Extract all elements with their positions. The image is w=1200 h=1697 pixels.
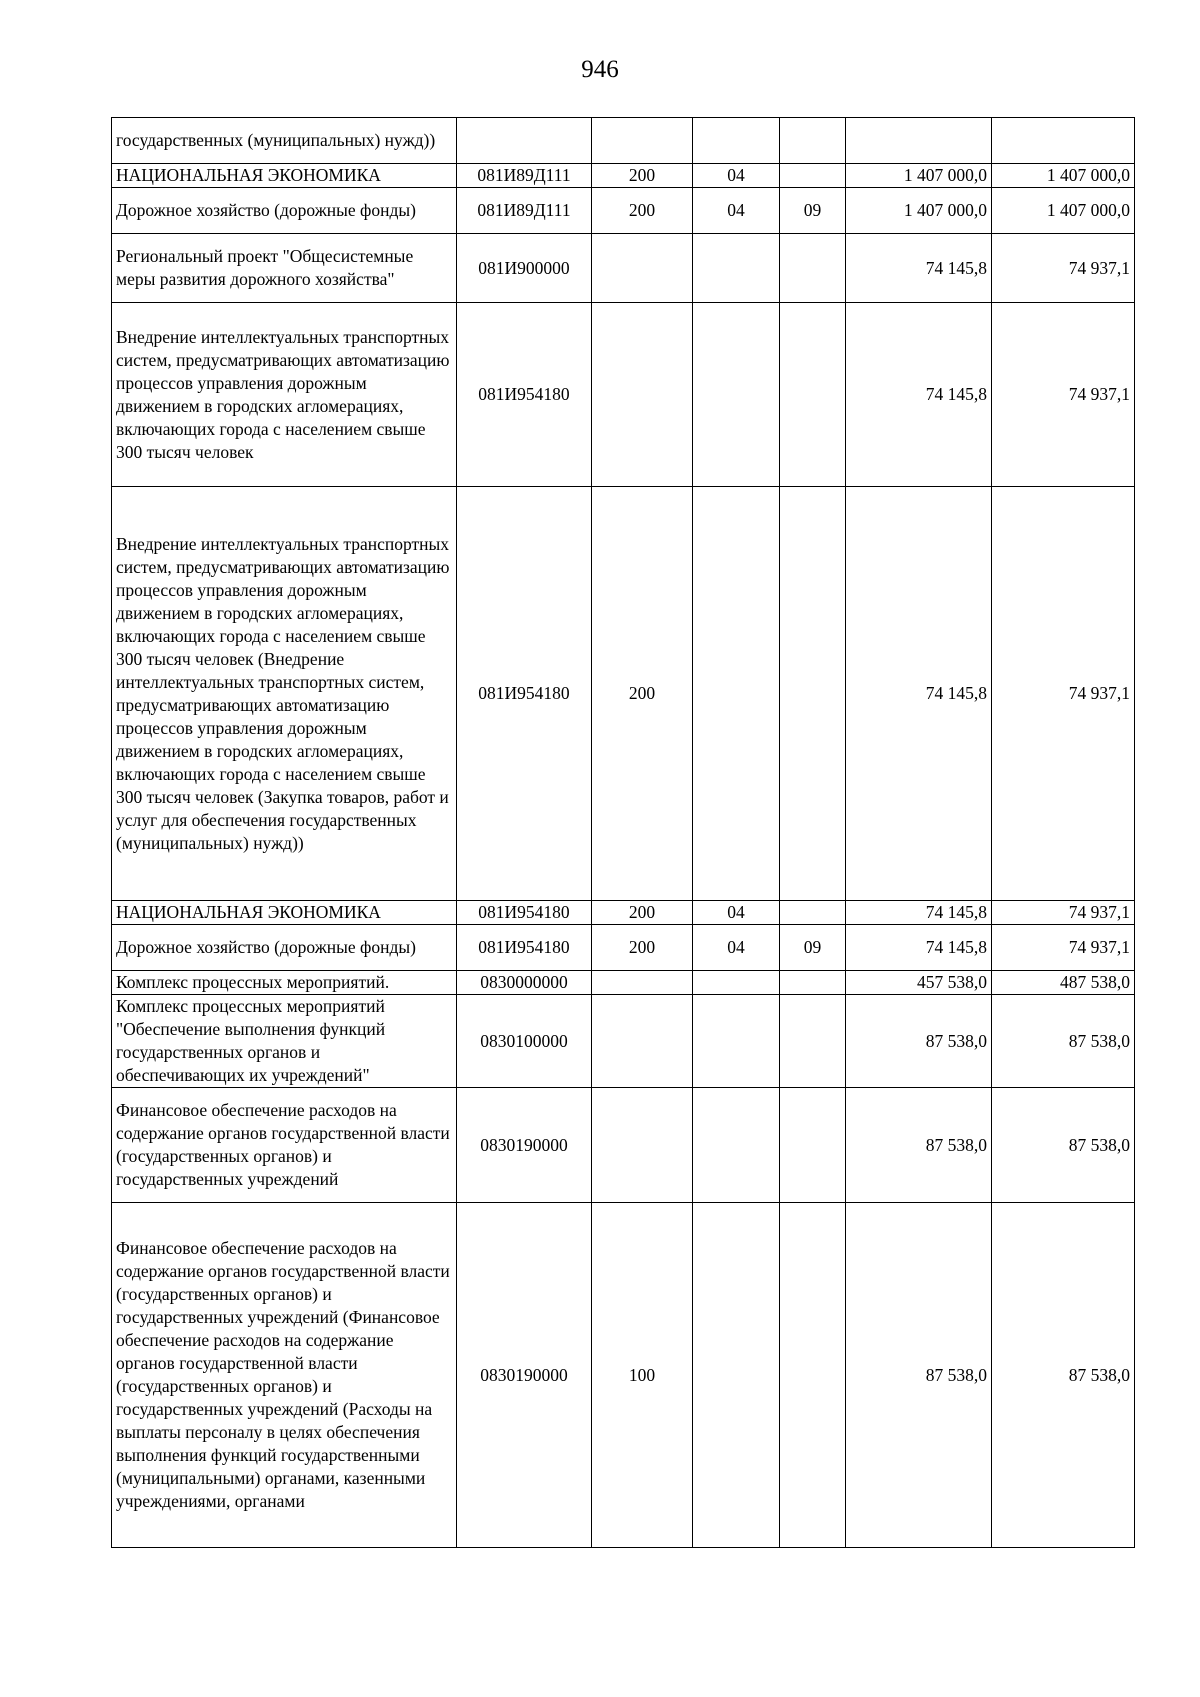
row-pr — [780, 118, 846, 164]
row-code: 0830000000 — [457, 971, 592, 995]
row-pr: 09 — [780, 925, 846, 971]
budget-table — [111, 117, 1135, 1548]
row-code: 081И89Д111 — [457, 188, 592, 234]
row-vr — [592, 303, 693, 487]
row-code: 0830100000 — [457, 995, 592, 1088]
row-pr — [780, 487, 846, 901]
row-rz: 04 — [693, 188, 780, 234]
row-vr: 200 — [592, 925, 693, 971]
row-vr — [592, 995, 693, 1088]
row-name: государственных (муниципальных) нужд)) — [112, 118, 457, 164]
row-sum2: 1 407 000,0 — [992, 188, 1135, 234]
row-vr: 200 — [592, 188, 693, 234]
row-code: 081И954180 — [457, 303, 592, 487]
row-code: 081И954180 — [457, 487, 592, 901]
row-name: Комплекс процессных мероприятий. — [112, 971, 457, 995]
row-code: 081И900000 — [457, 234, 592, 303]
row-sum2: 74 937,1 — [992, 234, 1135, 303]
row-pr — [780, 164, 846, 188]
row-sum2: 87 538,0 — [992, 1088, 1135, 1203]
row-pr — [780, 303, 846, 487]
row-rz: 04 — [693, 901, 780, 925]
row-sum2: 87 538,0 — [992, 1203, 1135, 1548]
row-sum2: 87 538,0 — [992, 995, 1135, 1088]
row-sum2 — [992, 118, 1135, 164]
row-sum2: 74 937,1 — [992, 925, 1135, 971]
row-code — [457, 118, 592, 164]
row-name: НАЦИОНАЛЬНАЯ ЭКОНОМИКА — [112, 901, 457, 925]
row-code: 081И954180 — [457, 925, 592, 971]
row-pr — [780, 1203, 846, 1548]
row-sum2: 1 407 000,0 — [992, 164, 1135, 188]
row-name: Финансовое обеспечение расходов на содержание органов государственной власти (государственных органов) и государственных учреждений — [112, 1088, 457, 1203]
row-sum1: 87 538,0 — [846, 995, 992, 1088]
row-name: Комплекс процессных мероприятий "Обеспечение выполнения функций государственных органов и обеспечивающих их учреждений" — [112, 995, 457, 1088]
row-rz: 04 — [693, 925, 780, 971]
row-sum1: 74 145,8 — [846, 303, 992, 487]
row-sum1: 87 538,0 — [846, 1088, 992, 1203]
table-row — [112, 925, 1135, 971]
row-sum2: 487 538,0 — [992, 971, 1135, 995]
table-row — [112, 164, 1135, 188]
row-vr: 200 — [592, 164, 693, 188]
row-code: 081И954180 — [457, 901, 592, 925]
row-name: Дорожное хозяйство (дорожные фонды) — [112, 925, 457, 971]
row-vr — [592, 118, 693, 164]
row-name: Внедрение интеллектуальных транспортных систем, предусматривающих автоматизацию процессов управления дорожным движением в городских агломерациях, включающих города с населением свыше 300 тысяч человек (Внедрение интеллектуальных транспортных систем, предусматривающих автоматизацию процессов управления дорожным движением в городских агломерациях, включающих города с населением свыше 300 тысяч человек (Закупка товаров, работ и услуг для обеспечения государственных (муниципальных) нужд)) — [112, 487, 457, 901]
row-sum1: 1 407 000,0 — [846, 164, 992, 188]
row-vr: 200 — [592, 487, 693, 901]
row-code: 0830190000 — [457, 1203, 592, 1548]
row-pr: 09 — [780, 188, 846, 234]
row-sum2: 74 937,1 — [992, 303, 1135, 487]
row-sum1: 87 538,0 — [846, 1203, 992, 1548]
row-pr — [780, 234, 846, 303]
row-rz — [693, 234, 780, 303]
table-row — [112, 487, 1135, 901]
row-name: Внедрение интеллектуальных транспортных систем, предусматривающих автоматизацию процессов управления дорожным движением в городских агломерациях, включающих города с населением свыше 300 тысяч человек — [112, 303, 457, 487]
row-pr — [780, 901, 846, 925]
row-vr — [592, 1088, 693, 1203]
table-row — [112, 971, 1135, 995]
table-row — [112, 901, 1135, 925]
row-rz — [693, 487, 780, 901]
row-pr — [780, 1088, 846, 1203]
row-rz — [693, 1088, 780, 1203]
page-number: 946 — [581, 56, 619, 83]
table-row — [112, 188, 1135, 234]
row-vr — [592, 971, 693, 995]
row-name: Региональный проект "Общесистемные меры развития дорожного хозяйства" — [112, 234, 457, 303]
table-row — [112, 1088, 1135, 1203]
row-rz: 04 — [693, 164, 780, 188]
row-pr — [780, 971, 846, 995]
row-code: 0830190000 — [457, 1088, 592, 1203]
row-sum1: 74 145,8 — [846, 234, 992, 303]
row-pr — [780, 995, 846, 1088]
row-vr: 200 — [592, 901, 693, 925]
table-row — [112, 995, 1135, 1088]
row-sum1 — [846, 118, 992, 164]
row-rz — [693, 971, 780, 995]
row-name: Финансовое обеспечение расходов на содержание органов государственной власти (государственных органов) и государственных учреждений (Финансовое обеспечение расходов на содержание органов государственной власти (государственных органов) и государственных учреждений (Расходы на выплаты персоналу в целях обеспечения выполнения функций государственными (муниципальными) органами, казенными учреждениями, органами — [112, 1203, 457, 1548]
row-rz — [693, 118, 780, 164]
row-sum1: 74 145,8 — [846, 925, 992, 971]
table-row — [112, 1203, 1135, 1548]
row-name: НАЦИОНАЛЬНАЯ ЭКОНОМИКА — [112, 164, 457, 188]
row-code: 081И89Д111 — [457, 164, 592, 188]
row-sum1: 457 538,0 — [846, 971, 992, 995]
row-sum2: 74 937,1 — [992, 901, 1135, 925]
row-vr: 100 — [592, 1203, 693, 1548]
table-row — [112, 118, 1135, 164]
row-sum1: 74 145,8 — [846, 901, 992, 925]
table-row — [112, 234, 1135, 303]
row-rz — [693, 1203, 780, 1548]
row-rz — [693, 995, 780, 1088]
row-vr — [592, 234, 693, 303]
row-sum1: 1 407 000,0 — [846, 188, 992, 234]
row-sum1: 74 145,8 — [846, 487, 992, 901]
row-name: Дорожное хозяйство (дорожные фонды) — [112, 188, 457, 234]
table-row — [112, 303, 1135, 487]
row-sum2: 74 937,1 — [992, 487, 1135, 901]
row-rz — [693, 303, 780, 487]
